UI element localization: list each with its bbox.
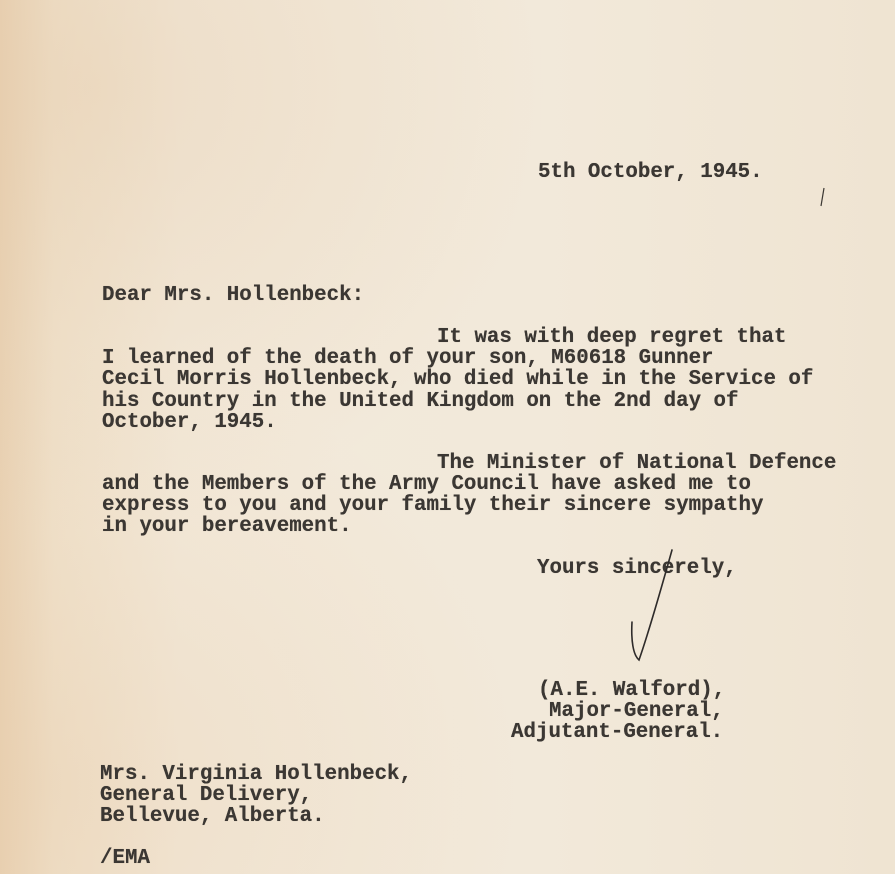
paragraph-line: and the Members of the Army Council have asked me to [102,473,751,496]
paragraph-line: It was with deep regret that [437,326,787,349]
closing: Yours sincerely, [537,557,737,580]
address-line: General Delivery, [100,784,313,807]
paragraph-line: October, 1945. [102,411,277,434]
reference-initials: /EMA [100,847,150,870]
paragraph-line: The Minister of National Defence [437,452,837,475]
paragraph-line: his Country in the United Kingdom on the 2nd day of [102,390,739,413]
address-line: Bellevue, Alberta. [100,805,325,828]
letter-date: 5th October, 1945. [538,161,763,184]
salutation: Dear Mrs. Hollenbeck: [102,284,365,307]
signatory-name: (A.E. Walford), [538,679,726,702]
paragraph-line: in your bereavement. [102,515,352,538]
signatory-title: Adjutant-General. [511,721,724,744]
paragraph-line: express to you and your family their sincere sympathy [102,494,764,517]
paragraph-line: Cecil Morris Hollenbeck, who died while in the Service of [102,368,814,391]
paragraph-line: I learned of the death of your son, M60618 Gunner [102,347,714,370]
signatory-rank: Major-General, [549,700,724,723]
address-line: Mrs. Virginia Hollenbeck, [100,763,413,786]
